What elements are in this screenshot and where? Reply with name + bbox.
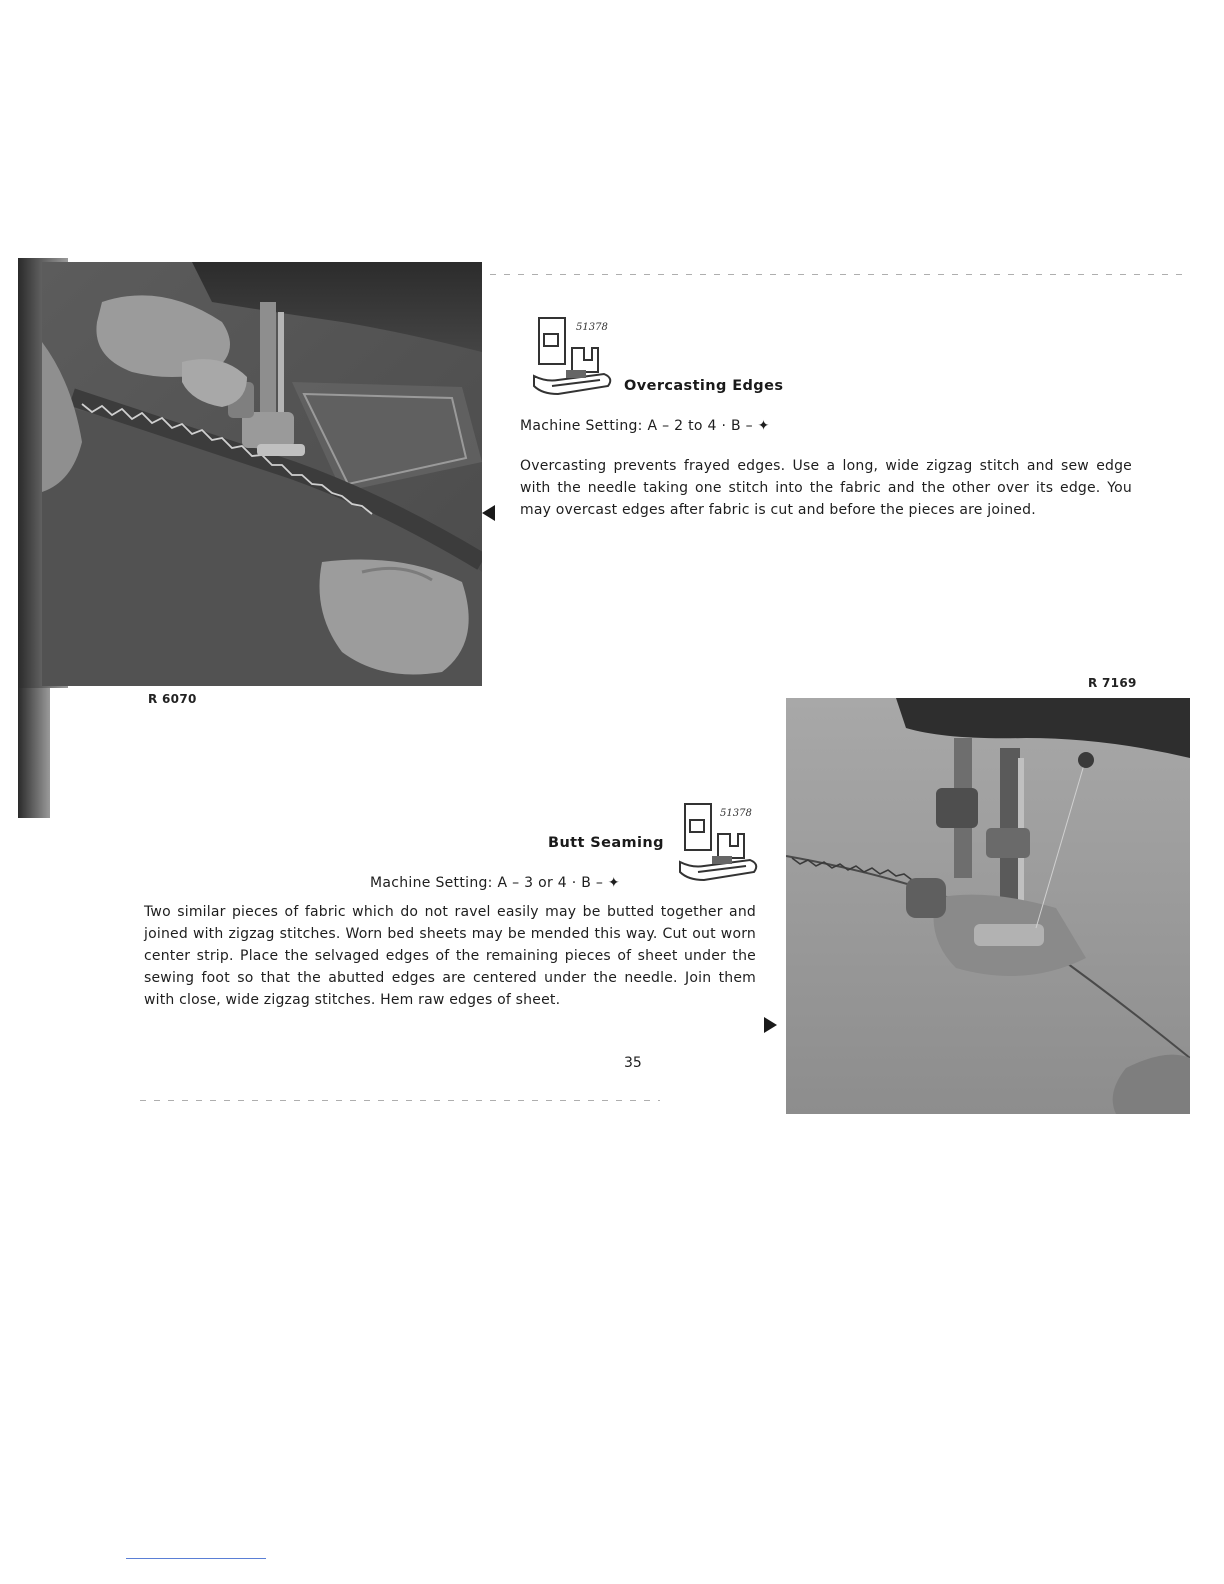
- photo-caption-butt-seaming: R 7169: [1088, 676, 1137, 690]
- heading-overcasting-edges: Overcasting Edges: [624, 378, 784, 394]
- machine-setting-overcasting: Machine Setting: A – 2 to 4 · B – ✦: [520, 418, 770, 434]
- heading-butt-seaming: Butt Seaming: [548, 835, 664, 851]
- photo-butt-seaming: [786, 698, 1190, 1114]
- bottom-underline: [126, 1558, 266, 1559]
- photo-caption-overcasting: R 6070: [148, 692, 197, 706]
- foot-number-butt-seaming: 51378: [720, 808, 752, 819]
- machine-setting-butt-seaming: Machine Setting: A – 3 or 4 · B – ✦: [370, 875, 620, 891]
- scan-edge-bottom: [18, 688, 50, 818]
- body-overcasting: Overcasting prevents frayed edges. Use a long, wide zigzag stitch and sew edge with the needle taking one stitch into the fabric and the other over its edge. You may overcast edges after fabric is cut and before the pieces are joined.: [520, 458, 1132, 518]
- right-pointer-icon: [764, 1017, 777, 1033]
- photo-overcasting: [42, 262, 482, 686]
- scan-line-top: [490, 274, 1190, 275]
- page-number: 35: [624, 1055, 642, 1071]
- scan-line-bottom: [140, 1100, 660, 1101]
- body-butt-seaming: Two similar pieces of fabric which do not ravel easily may be butted together and joined with zigzag stitches. Worn bed sheets may be mended this way. Cut out worn center strip. Place the selvaged edges of the remaining pieces of sheet under the sewing foot so that the abutted edges are centered under the needle. Join them with close, wide zigzag stitches. Hem raw edges of sheet.: [144, 904, 756, 1008]
- foot-number-overcasting: 51378: [576, 322, 608, 333]
- left-pointer-icon: [482, 505, 495, 521]
